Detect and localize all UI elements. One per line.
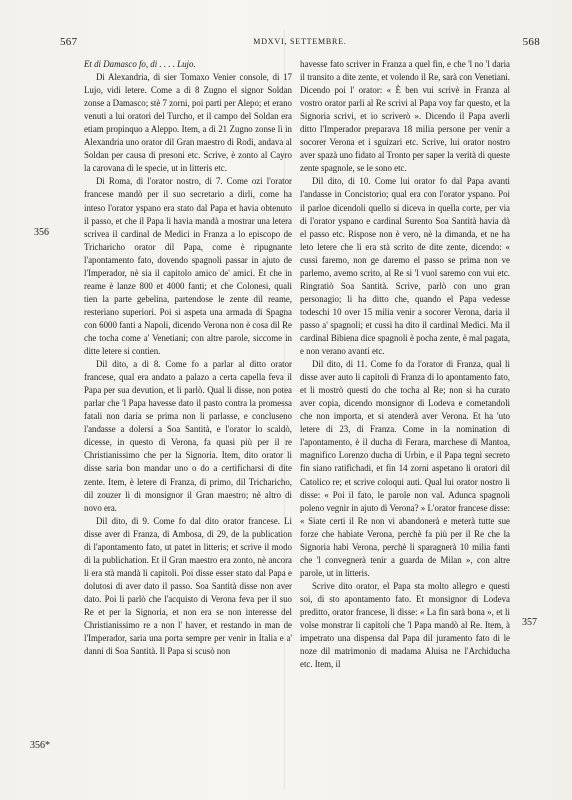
paragraph: Dil dito, di 11. Come fo da l'orator di Franza, qual li disse aver auto li capitoli di Franza di lo apontamento fato, et li mostrò questi do che tocha al Re; non si ha curato aver copia, dicendo monsignor di Lodeva e cometandoli che non importa, et si atenderà aver Verona. Et ha 'uto letere di 23, di Franza. Come in la nomination di l'apontamento, è il ducha di Ferara, marchese di Mantoa, magnifico Lorenzo ducha di Urbin, e il Papa tegnì secreto fin siano ratifichadi, et fin 14 zorni aspetano li oratori dil Catolico re; et scrive coloqui auti. Qual lui orator nostro li disse: « Poi il fato, le parole non val. Adunca spagnoli poleno vegnir in ajuto di Verona? » L'orator francese disse: « Siate certi il Re non vi abandonerà e meterà tutte sue forze che habiate Verona, perchè fa più per il Re che la Signoria habi Verona, perchè li sparagnerà 10 milia fanti che 'l convegnerà tenir a guarda de Milan », con altre parole, ut in litteris.: [300, 359, 510, 578]
page-header: [60, 36, 540, 52]
paragraph: havesse fato scriver in Franza a quel fin, e che 'l no 'l daria il transito a dite zente, et volendo il Re, sarà con Venetiani. Dicendo poi l' orator: « È ben vui scrivè in Franza al vostro orator parli al Re scrivi al Papa voy far questo, et la Signoria scrivi, et io scriverò ». Dicendo il Papa averli ditto l'Imperador preparava 18 milia persone per venir a socorer Verona et i sguizari etc. Scrive, lui orator nostro aver spazà uno fidato al Tronto per saper la verità di queste zente spagnole, se le sono etc.: [300, 59, 510, 174]
margin-number-left-2: 356*: [30, 740, 50, 751]
running-title: MDXVI, SETTEMBRE.: [253, 37, 347, 46]
margin-number-left-1: 356: [34, 227, 49, 238]
page-number-left: 567: [60, 36, 78, 48]
paragraph: Scrive dito orator, el Papa sta molto allegro e questi soi, di sto apontamento fato. Et monsignor di Lodeva preditto, orator francese, li disse: « La fin sarà bona », et li volse monstrar li capitoli che 'l Papa mandò al Re. Item, à impetrato una dispensa dal Papa dil juramento fato di le noze dil matrimonio di madama Aluisa ne l'Archiducha etc. Item, il: [300, 580, 510, 670]
right-column: [300, 58, 510, 671]
paragraph: Dil dito, a dì 8. Come fo a parlar al ditto orator francese, qual era andato a palazo a certa capella feva il Papa per sua devution, et li parlò. Qual li disse, non potea parlar che 'l Papa havesse dato il pasto contra la promessa fatali non daria se prima non li parlasse, e concluseno l'andasse a dolersi a Soa Santità, e l'orator lo scaldò, dicesse, in questo di Verona, fa quasi più per il re Christianissimo che per la Signoria. Item, dito orator li disse saria bon mandar uno o do a certificharsi di dite zente. Item, è letere di Franza, di primo, dil Tricharicho, dil zouzer li di monsignor il Gran maestro; nè altro di novo era.: [84, 359, 292, 513]
paragraph: Dil dito, di 10. Come lui orator fo dal Papa avanti l'andasse in Concistorio; qual era con l'orator yspano. Poi il parloe dicendoli quello si diceva in quella corte, per via di l'orator yspano e cardinal Surento Soa Santità havia dà el passo etc. Rispose non è vero, nè la dimanda, et ne ha leto letere che li era stà scrito de dite zente, dicendo: « cussì faremo, non ge daremo el passo se prima non ve parlemo, avemo scrito, al Re si 'l vuol saremo con vui etc. Ringratiò Soa Santità. Scrive, parlò con uno gran personagio; li ha ditto che, quando el Papa vedesse todeschi 10 over 15 milia venir a socorer Verona, daria il passo a' spagnoli; et cussì ha dito il cardinal Medici. Ma il cardinal Bibiena dice spagnoli è pocha zente, è mal pagata, e non verano avanti etc.: [300, 176, 510, 357]
page-number-right: 568: [522, 36, 540, 48]
paragraph: Dil dito, di 9. Come fo dal dito orator francese. Li disse aver di Franza, di Ambosa, di 29, de la publication di l'apontamento fato, ut patet in litteris; et scrive il modo di la publichation. Et il Gran maestro era zonto, nè ancora li era stà mandà li capitoli. Poi disse esser stato dal Papa e dolutosi di aver dato il passo. Soa Santità disse non aver dato. Poi li parlò che l'acquisto di Verona feva per il suo Re et per la Signoria, et non era se non interesse del Christianissimo re a non l' haver, et restando in man de l'Imperador, saria una porta sempre per venir in Italia e a' danni di Soa Santità. Il Papa si scusò non: [84, 515, 292, 657]
paragraph: Et di Damasco fo, di . . . . Lujo.: [84, 59, 196, 69]
margin-number-right-1: 357: [522, 617, 537, 628]
paragraph: Di Roma, di l'orator nostro, di 7. Come ozi l'orator francese mandò per il suo secretario a dirli, come ha inteso l'orator yspano era stato dal Papa et havia obtenuto il passo, et che il Papa li havia mandà a mostrar una letera scrivea il cardinal de Medici in Franza a lo episcopo de Tricharicho orator dil Papa, come è ripugnante l'apontamento fato, dovendo spagnoli passar in ajuto de l'Imperador, nè sia il capitolo amico de' amici. Et che in reame è lanze 800 et 4000 fanti; et che Colonesi, quali tien la parte gebelina, partendose le zente dil reame, resteriano superiori. Poi si aspeta una armada di Spagna con 6000 fanti a Napoli, dicendo Verona non è cosa dil Re che tocha come a' Venetiani; con altre parole, siccome in ditte letere si contien.: [84, 176, 292, 357]
paragraph: Di Alexandria, di sier Tomaxo Venier console, di 17 Lujo, vidi letere. Come a dì 8 Zugno el signor Soldan zonse a Damasco; stè 7 zorni, poi partì per Alepo; et erano venuti a lui oratori del Turcho, et il campo del Soldan era etiam propinquo a Aleppo. Item, a dì 21 Zugno zonse lì in Alexandria uno orator dil Gran maestro di Rodi, andava al Soldan per causa di presoni etc. Scrive, è zonto al Cayro la carovana di le specie, ut in litteris etc.: [84, 72, 292, 174]
left-column: [84, 58, 292, 658]
